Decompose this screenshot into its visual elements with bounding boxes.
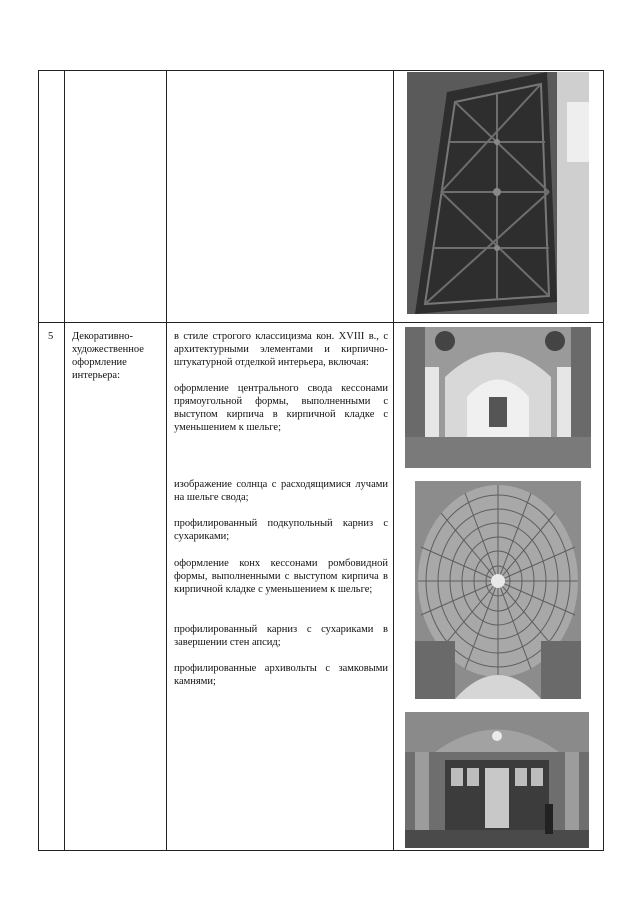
door-photo: [407, 72, 589, 314]
table-border-right: [603, 70, 604, 850]
table-border-bottom: [38, 850, 604, 851]
table-border-left: [38, 70, 39, 850]
description-paragraph: профилированный подкупольный карниз с сухариками;: [174, 518, 388, 542]
description-paragraph: профилированные архивольты с замковыми камнями;: [174, 663, 388, 687]
table-row-divider: [38, 322, 604, 323]
description-paragraph: в стиле строгого классицизма кон. XVIII в., с архитектурными элементами и кирпично-штукатурной отделкой интерьера, включая:: [174, 331, 388, 368]
table-border-top: [38, 70, 604, 71]
dome-photo: [415, 481, 581, 699]
description-paragraph: профилированный карниз с сухариками в завершении стен апсид;: [174, 624, 388, 648]
table-divider-3: [393, 70, 394, 850]
table-divider-2: [166, 70, 167, 850]
iconostasis-photo: [405, 712, 589, 848]
table-divider-1: [64, 70, 65, 850]
description-paragraph: оформление центрального свода кессонами прямоугольной формы, выполненными с выступом кирпича в кирпичной кладке с уменьшением к шельге;: [174, 383, 388, 433]
description-paragraph: изображение солнца с расходящимися лучами на шельге свода;: [174, 479, 388, 503]
row-number: 5: [48, 331, 54, 342]
interior-nave-photo: [405, 327, 591, 468]
description-paragraph: оформление конх кессонами ромбовидной формы, выполненными с выступом кирпича в кирпичной кладке с уменьшением к шельге;: [174, 558, 388, 595]
element-name: Декоративно-художественное оформление интерьера:: [72, 331, 144, 381]
